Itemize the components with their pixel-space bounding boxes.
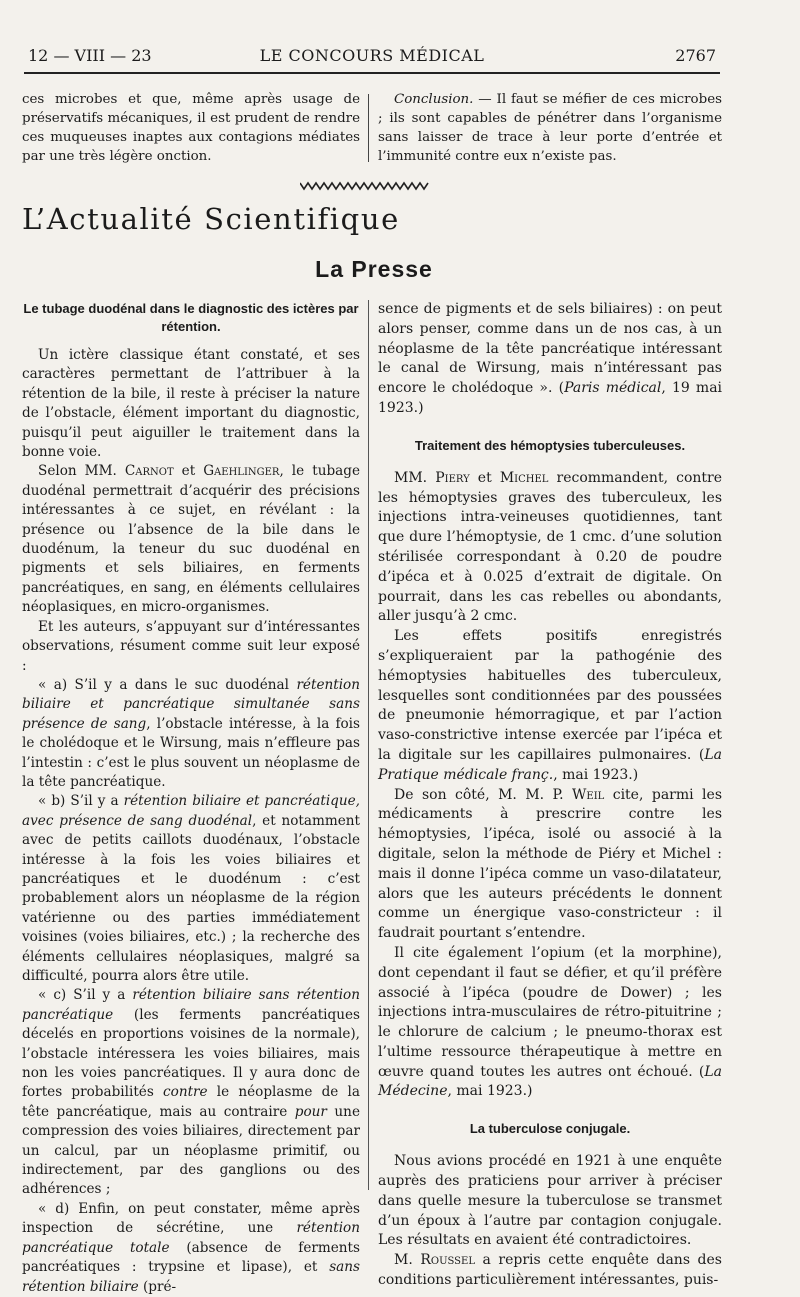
- article-heading: Le tubage duodénal dans le diagnostic des ictères par rétention.: [23, 301, 359, 334]
- continuation-paragraph: ces microbes et que, même après usage de préservatifs mécaniques, il est prudent de rendre ces muqueuses inaptes aux contagions médiates par une très légère onction.: [22, 92, 360, 164]
- article-paragraph: MM. Piery et Michel recommandent, contre les hémoptysies graves des tuberculeux, les injections intra-veineuses quotidiennes, tant que dure l’hémoptysie, de 1 cmc. d’une solution stérilisée correspondant à 0.20 de poudre d’ipéca et à 0.025 d’extrait de digitale. On pourrait, dans les cas rebelles ou abondants, aller jusqu’à 2 cmc.: [378, 469, 722, 625]
- source-citation: Paris médical: [564, 380, 662, 397]
- issue-date: 12 — VIII — 23: [28, 46, 152, 65]
- right-column: [378, 300, 722, 1291]
- author-name: Roussel: [420, 1252, 475, 1269]
- conclusion-label: Conclusion.: [394, 92, 474, 107]
- source-citation: La Médecine: [378, 1063, 722, 1100]
- article-heading: La tuberculose conjugale.: [469, 1121, 631, 1137]
- column-rule-top: [368, 94, 369, 162]
- article-paragraph: M. Roussel a repris cette enquête dans des conditions particulièrement intéressantes, puis-: [378, 1252, 722, 1289]
- article-paragraph: Les effets positifs enregistrés s’expliqueraient par la pathogénie des hémoptysies habituelles des tuberculeux, lesquelles sont conditionnées par des poussées de pneumonie hémorragique, et par l’action vaso-constrictive intense exercée par l’ipéca et la digitale sur les capillaires pulmonaires. (La Pratique médicale franç., mai 1923.): [378, 628, 722, 783]
- article-paragraph: De son côté, M. M. P. Weil cite, parmi les médicaments à prescrire contre les hémoptysies, l’ipéca, isolé ou associé à la digitale, selon la méthode de Piéry et Michel : mais il donne l’ipéca comme un vaso-dilatateur, alors que les auteurs précédents le donnent comme un énergique vaso-constricteur : il faudrait pourtant s’entendre.: [378, 786, 722, 942]
- conclusion-block: [378, 90, 722, 166]
- conclusion-item-a: « a) S’il y a dans le suc duodénal rétention biliaire et pancréatique simultanée sans présence de sang, l’obstacle intéresse, à la fois le cholédoque et le Wirsung, mais n’effleure pas l’intestin : c’est le plus souvent un néoplasme de la tête pancréatique.: [22, 676, 360, 790]
- section-ornament: [300, 181, 430, 191]
- author-name: Michel: [499, 469, 549, 486]
- article-continuation: sence de pigments et de sels biliaires) : on peut alors penser, comme dans un de nos cas, à un néoplasme de la tête pancréatique intéressant le canal de Wirsung, mais n’intéressant pas encore le cholédoque ». (Paris médical, 19 mai 1923.): [378, 301, 723, 416]
- author-name: Piery: [435, 469, 470, 486]
- article-paragraph: Selon MM. Carnot et Gaehlinger, le tubage duodénal permettrait d’acquérir des précisions intéressantes à ce sujet, en révélant : la présence ou l’absence de la bile dans le duodénum, la teneur du suc duodénal en pigments et sels biliaires, en ferments pancréatiques, en sang, en éléments cellulaires néoplasiques, en micro-organismes.: [22, 463, 360, 616]
- author-name: Carnot: [124, 463, 174, 480]
- continuation-left: [22, 90, 360, 166]
- article-heading: Traitement des hémoptysies tuberculeuses.: [414, 437, 686, 453]
- section-subtitle: La Presse: [315, 256, 433, 282]
- article-paragraph: Et les auteurs, s’appuyant sur d’intéressantes observations, résument comme suit leur exposé :: [22, 618, 360, 674]
- source-citation: La Pratique médicale franç.: [378, 746, 722, 783]
- conclusion-item-b: « b) S’il y a rétention biliaire et pancréatique, avec présence de sang duodénal, et notamment avec de petits caillots duodénaux, l’obstacle intéresse à la fois les voies biliaires et pancréatiques et le duodénum : c’est probablement alors un néoplasme de la région vatérienne ou des parties immédiatement voisines (voies biliaires, etc.) ; la recherche des éléments cellulaires néoplasiques, malgré sa difficulté, pourra alors être utile.: [22, 793, 360, 984]
- conclusion-text: — Il faut se méfier de ces microbes ; ils sont capables de pénétrer dans l’organisme sans laisser de trace à leur porte d’entrée et l’immunité contre eux n’existe pas.: [378, 92, 722, 164]
- author-name: Weil: [572, 786, 605, 803]
- journal-title: LE CONCOURS MÉDICAL: [259, 46, 485, 65]
- article-tubage-duodenal: [22, 300, 360, 1297]
- column-rule: [368, 300, 369, 1190]
- author-name: Gaehlinger: [203, 463, 280, 480]
- running-header: [24, 44, 720, 74]
- section-title: L’Actualité Scientifique: [22, 202, 400, 236]
- conclusion-paragraph: [378, 90, 722, 166]
- article-paragraph: Il cite également l’opium (et la morphine), dont cependant il faut se défier, et qu’il préfère associé à l’ipéca (poudre de Dower) ; les injections intra-musculaires de rétro-pituitrine ; le chlorure de calcium ; le pneumo-thorax est l’ultime ressource thérapeutique à mettre en œuvre quand toutes les autres ont échoué. (La Médecine, mai 1923.): [378, 944, 722, 1100]
- article-paragraph: Un ictère classique étant constaté, et ses caractères permettant de l’attribuer à la rétention de la bile, il reste à préciser la nature de l’obstacle, élément important du diagnostic, puisqu’il peut aiguiller le traitement dans la bonne voie.: [22, 347, 360, 461]
- page-number: 2767: [675, 46, 716, 65]
- article-paragraph: Nous avions procédé en 1921 à une enquête auprès des praticiens pour arriver à préciser dans quelle mesure la tuberculose se transmet d’un époux à l’autre par contagion conjugale. Les résultats en avaient été contradictoires.: [378, 1153, 722, 1249]
- conclusion-item-d: « d) Enfin, on peut constater, même après inspection de sécrétine, une rétention pancréatique totale (absence de ferments pancréatiques : trypsine et lipase), et sans rétention biliaire (pré-: [22, 1200, 360, 1295]
- conclusion-item-c: « c) S’il y a rétention biliaire sans rétention pancréatique (les ferments pancréatiques décelés en proportions voisines de la normale), l’obstacle intéressera les voies biliaires, mais non les voies pancréatiques. Il y aura donc de fortes probabilités contre le néoplasme de la tête pancréatique, mais au contraire pour une compression des voies biliaires, directement par un calcul, par un néoplasme primitif, ou indirectement, par des ganglions ou des adhérences ;: [22, 987, 361, 1198]
